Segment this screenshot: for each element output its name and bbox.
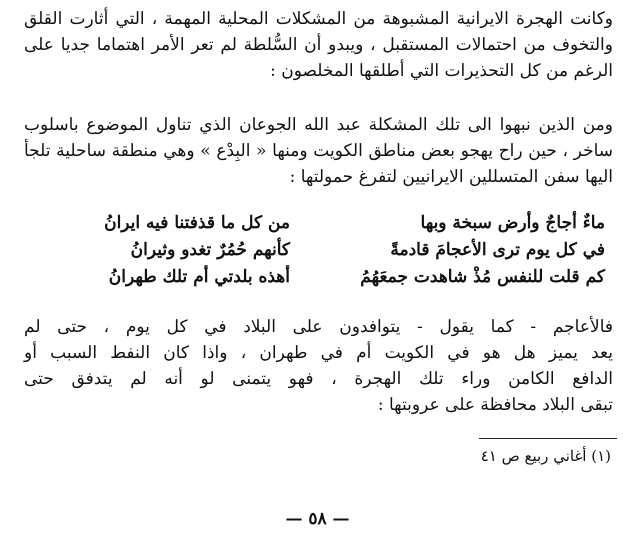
poem-verse [30,210,605,237]
verse-first-hemistich: كم قلت للنفس مُذْ شاهدت جمعَهُمُ [360,267,605,287]
footnote: (١) أغاني ربيع ص ٤١ [480,447,611,465]
paragraph-3 [24,314,613,418]
text-line: الدافع الكامن وراء تلك الهجرة ، فهو يتمنى لو أنه لم يتدفق حتى [24,369,613,389]
verse-second-hemistich: أهذه بلدتي أم تلك طهرانُ [108,267,290,287]
text-line: والتخوف من احتمالات المستقبل ، ويبدو أن السُّلطة لم تعر الأمر اهتماما جديا على [24,35,613,55]
verse-first-hemistich: في كل يوم ترى الأعجامَ قادمةً [390,240,605,260]
verse-second-hemistich: كأنهم حُمُرٌ تغدو وثيرانُ [130,240,290,260]
text-line: وكانت الهجرة الايرانية المشبوهة من المشكلات المحلية المهمة ، التي أثارت القلق [24,9,613,29]
footnote-divider [479,438,617,439]
paragraph-1 [24,6,613,84]
poem-verse [30,264,605,291]
text-line: ومن الذين نبهوا الى تلك المشكلة عبد الله الجوعان الذي تناول الموضوع باسلوب [24,115,613,135]
text-line: الرغم من كل التحذيرات التي أطلقها المخلصون : [270,61,613,81]
text-line: ساخر ، حين راح يهجو بعض مناطق الكويت ومنها « البِدْع » وهي منطقة ساحلية تلجأ [24,141,613,161]
text-line: تبقى البلاد محافظة على عروبتها : [377,395,613,415]
poem-block [30,210,605,291]
text-line: فالأعاجم - كما يقول - يتوافدون على البلاد في كل يوم ، حتى لم [24,317,613,337]
text-line: اليها سفن المتسللين الايرانيين لتفرغ حمولتها : [289,167,613,187]
paragraph-2 [24,112,613,190]
verse-first-hemistich: ماءٌ أجاجٌ وأرض سبخة وبها [420,213,605,233]
poem-verse [30,237,605,264]
verse-second-hemistich: من كل ما قذفتنا فيه ايرانُ [104,213,290,233]
page-number: — ٥٨ — [285,509,350,529]
text-line: يعد يميز هل هو في الكويت أم في طهران ، واذا كان النفط السبب أو [24,343,613,363]
